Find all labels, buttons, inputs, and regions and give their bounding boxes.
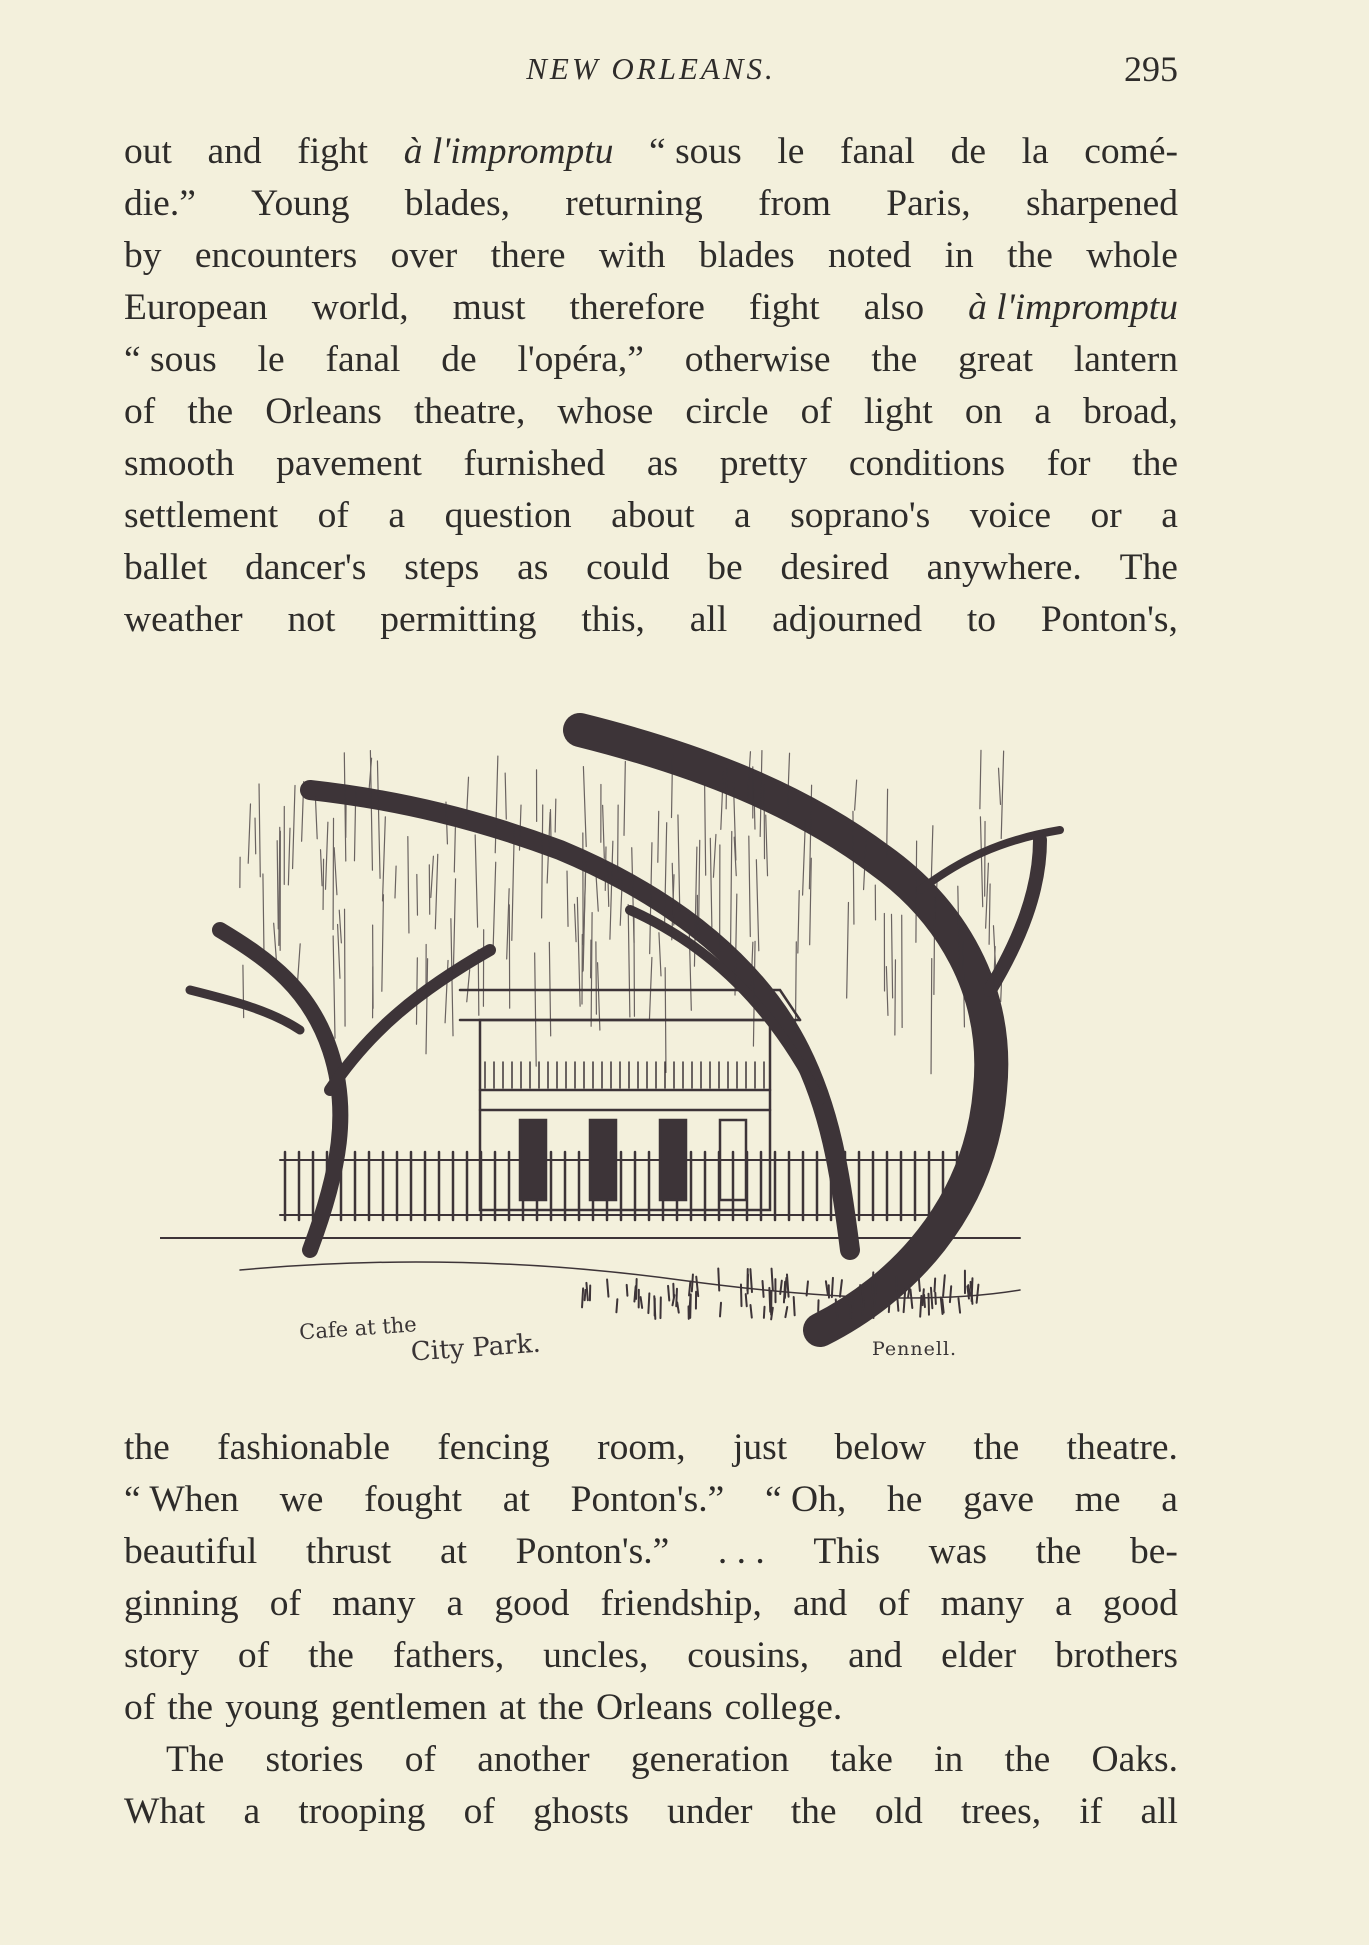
text-line: [124, 178, 1178, 230]
word: gentlemen: [330, 1687, 488, 1728]
word: to: [966, 599, 997, 640]
word: Ponton's.”: [570, 1479, 725, 1520]
word: world,: [311, 287, 409, 328]
word: of: [317, 495, 349, 536]
word: the: [308, 1635, 354, 1676]
text-line: [124, 1682, 1178, 1734]
word: a: [388, 495, 406, 536]
word: a: [446, 1583, 464, 1624]
text-line: [124, 542, 1178, 594]
word: young: [225, 1687, 319, 1728]
text-line: [124, 1474, 1178, 1526]
word: about: [611, 495, 695, 536]
word: be: [707, 547, 743, 588]
word: must: [452, 287, 526, 328]
word: The: [1119, 547, 1178, 588]
word: comé-: [1084, 131, 1178, 172]
caption-line-1: Cafe at the: [298, 1312, 418, 1345]
word: old: [874, 1791, 923, 1832]
caption-line-2: City Park.: [409, 1328, 542, 1368]
text-line: [124, 438, 1178, 490]
word: . . .: [717, 1531, 765, 1572]
word: Ponton's,: [1040, 599, 1178, 640]
word: circle: [685, 391, 769, 432]
word: returning: [565, 183, 703, 224]
word: settlement: [124, 495, 279, 536]
word: could: [586, 547, 670, 588]
word: fathers,: [392, 1635, 505, 1676]
word: the: [167, 1687, 214, 1728]
word: for: [1046, 443, 1091, 484]
word: Orleans: [265, 391, 382, 432]
word: otherwise: [684, 339, 831, 380]
word: a: [243, 1791, 261, 1832]
text-line: [124, 1734, 1178, 1786]
word: “ When: [124, 1479, 239, 1520]
word: the: [790, 1791, 837, 1832]
word: thrust: [305, 1531, 392, 1572]
text-line: [124, 1630, 1178, 1682]
word: blades: [698, 235, 795, 276]
text-line: [124, 1786, 1178, 1838]
word: or: [1090, 495, 1122, 536]
word: of: [124, 391, 156, 432]
page-number: 295: [1124, 49, 1178, 89]
word: a: [1055, 1583, 1072, 1624]
word: story: [124, 1635, 199, 1676]
word: stories: [265, 1739, 364, 1780]
word: the: [871, 339, 918, 380]
word: the: [124, 1427, 170, 1468]
word: by: [124, 235, 162, 276]
word: the: [1004, 1739, 1051, 1780]
word: of: [463, 1791, 495, 1832]
word: the: [1132, 443, 1178, 484]
word: fanal: [325, 339, 401, 380]
word: trees,: [960, 1791, 1042, 1832]
word: theatre,: [413, 391, 526, 432]
word: college.: [724, 1687, 843, 1728]
text-line: [124, 1422, 1178, 1474]
word: many: [332, 1583, 416, 1624]
word: as: [646, 443, 679, 484]
text-line: [124, 334, 1178, 386]
word: all: [1140, 1791, 1178, 1832]
word: furnished: [463, 443, 606, 484]
word: pretty: [719, 443, 808, 484]
word: cousins,: [687, 1635, 810, 1676]
word: pavement: [276, 443, 422, 484]
engraving-oak-trees-cafe: [160, 690, 1120, 1380]
word: of: [800, 391, 832, 432]
word: many: [940, 1583, 1024, 1624]
text-line: [124, 282, 1178, 334]
word: the: [538, 1687, 584, 1728]
word: at: [439, 1531, 468, 1572]
word: all: [689, 599, 728, 640]
word: elder: [941, 1635, 1017, 1676]
running-head: [124, 44, 1178, 94]
word: “ sous: [649, 131, 742, 172]
text-line: [124, 126, 1178, 178]
word: de: [441, 339, 477, 380]
word: of: [404, 1739, 436, 1780]
word: from: [758, 183, 831, 224]
word: out: [124, 131, 172, 172]
word: This: [813, 1531, 881, 1572]
word: in: [934, 1739, 964, 1780]
word: at: [502, 1479, 530, 1520]
word: à l'impromptu: [968, 287, 1178, 328]
word: fight: [748, 287, 820, 328]
word: the: [187, 391, 234, 432]
text-line: [124, 1526, 1178, 1578]
word: on: [964, 391, 1003, 432]
word: “ sous: [124, 339, 217, 380]
word: and: [793, 1583, 848, 1624]
word: the: [1035, 1531, 1082, 1572]
word: there: [490, 235, 566, 276]
word: of: [124, 1687, 156, 1728]
artist-signature: Pennell.: [872, 1338, 958, 1360]
word: just: [732, 1427, 788, 1468]
body-text-top: [124, 126, 1178, 646]
word: under: [667, 1791, 753, 1832]
word: and: [848, 1635, 903, 1676]
word: good: [494, 1583, 570, 1624]
word: weather: [124, 599, 243, 640]
word: Paris,: [886, 183, 971, 224]
word: was: [928, 1531, 987, 1572]
word: room,: [597, 1427, 686, 1468]
word: broad,: [1083, 391, 1178, 432]
word: a: [1034, 391, 1052, 432]
word: fought: [364, 1479, 463, 1520]
word: gave: [963, 1479, 1034, 1520]
word: ballet: [124, 547, 208, 588]
word: permitting: [380, 599, 537, 640]
word: à l'impromptu: [403, 131, 614, 172]
word: adjourned: [772, 599, 923, 640]
word: a: [1161, 495, 1178, 536]
word: “ Oh,: [765, 1479, 847, 1520]
word: The: [166, 1739, 225, 1780]
word: noted: [827, 235, 912, 276]
word: another: [477, 1739, 590, 1780]
word: light: [863, 391, 933, 432]
running-title: NEW ORLEANS.: [526, 51, 776, 86]
word: be-: [1130, 1531, 1178, 1572]
word: Oaks.: [1091, 1739, 1178, 1780]
illustration-cafe-city-park: [160, 690, 1120, 1380]
text-line: [124, 230, 1178, 282]
word: blades,: [404, 183, 510, 224]
body-text-bottom: [124, 1422, 1178, 1838]
word: soprano's: [790, 495, 931, 536]
word: l'opéra,”: [517, 339, 644, 380]
word: generation: [630, 1739, 790, 1780]
word: Orleans: [595, 1687, 713, 1728]
word: good: [1102, 1583, 1178, 1624]
word: de: [950, 131, 986, 172]
word: fencing: [437, 1427, 550, 1468]
word: at: [499, 1687, 527, 1728]
word: question: [444, 495, 572, 536]
word: in: [944, 235, 974, 276]
text-line: [124, 594, 1178, 646]
word: of: [237, 1635, 270, 1676]
word: ghosts: [533, 1791, 629, 1832]
word: smooth: [124, 443, 235, 484]
word: fanal: [840, 131, 915, 172]
word: with: [598, 235, 666, 276]
text-line: [124, 1578, 1178, 1630]
word: the: [973, 1427, 1020, 1468]
word: great: [958, 339, 1034, 380]
word: theatre.: [1066, 1427, 1178, 1468]
text-line: [124, 386, 1178, 438]
word: sharpened: [1025, 183, 1178, 224]
word: European: [124, 287, 268, 328]
word: le: [777, 131, 805, 172]
word: uncles,: [543, 1635, 649, 1676]
word: whole: [1086, 235, 1178, 276]
word: Young: [251, 183, 350, 224]
word: whose: [557, 391, 654, 432]
word: a: [1161, 1479, 1178, 1520]
word: desired: [780, 547, 889, 588]
word: we: [279, 1479, 324, 1520]
word: the: [1007, 235, 1053, 276]
word: fight: [297, 131, 369, 172]
word: le: [257, 339, 285, 380]
word: beautiful: [124, 1531, 258, 1572]
word: die.”: [124, 183, 196, 224]
word: of: [878, 1583, 910, 1624]
word: also: [863, 287, 925, 328]
word: brothers: [1055, 1635, 1178, 1676]
word: dancer's: [245, 547, 367, 588]
word: therefore: [569, 287, 705, 328]
word: steps: [404, 547, 480, 588]
word: lantern: [1073, 339, 1178, 380]
word: as: [517, 547, 549, 588]
word: anywhere.: [926, 547, 1082, 588]
word: conditions: [848, 443, 1006, 484]
word: over: [390, 235, 458, 276]
word: la: [1021, 131, 1049, 172]
word: below: [834, 1427, 927, 1468]
word: if: [1079, 1791, 1103, 1832]
word: not: [287, 599, 336, 640]
word: this,: [581, 599, 645, 640]
text-line: [124, 490, 1178, 542]
word: What: [124, 1791, 206, 1832]
word: of: [269, 1583, 301, 1624]
word: he: [887, 1479, 923, 1520]
word: Ponton's.”: [515, 1531, 670, 1572]
word: encounters: [194, 235, 358, 276]
word: fashionable: [217, 1427, 390, 1468]
word: friendship,: [600, 1583, 762, 1624]
word: take: [830, 1739, 893, 1780]
word: voice: [969, 495, 1051, 536]
word: trooping: [298, 1791, 426, 1832]
word: and: [207, 131, 262, 172]
word: a: [734, 495, 751, 536]
word: ginning: [124, 1583, 239, 1624]
word: me: [1074, 1479, 1121, 1520]
